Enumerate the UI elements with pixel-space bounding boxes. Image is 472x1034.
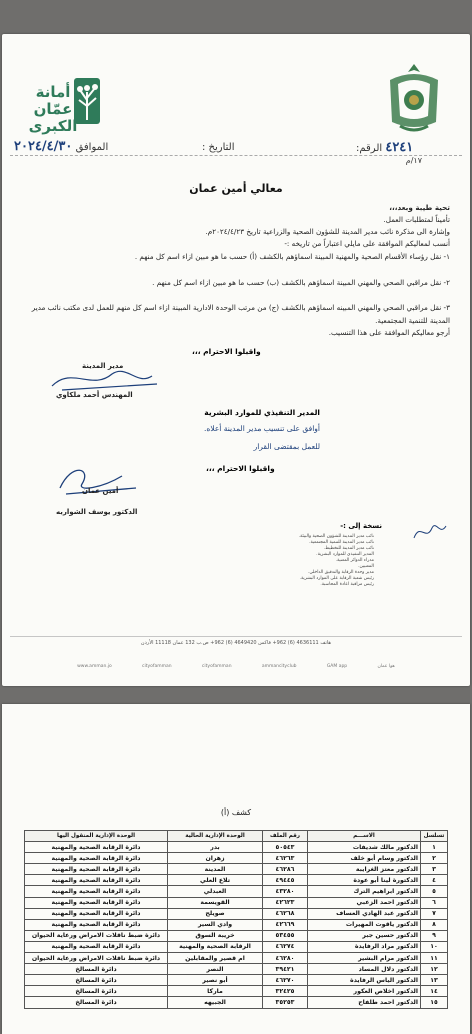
- table-row: [25, 842, 448, 853]
- cell-current-unit: الجبيهه: [168, 997, 263, 1008]
- cell-seq: ١٢: [421, 964, 448, 975]
- sig1-name: المهندس أحمد ملكاوي: [56, 391, 133, 399]
- cell-file: ٥٣٤٥٥: [263, 930, 308, 941]
- memo-page: [2, 34, 470, 686]
- footer-link: هوا عمان: [377, 664, 395, 669]
- cell-target-unit: دائرة الرقابة الصحية والمهنية: [25, 886, 168, 897]
- exec-title: المدير التنفيذي للموارد البشرية: [204, 408, 320, 417]
- cell-seq: ١٤: [421, 986, 448, 997]
- cell-target-unit: دائرة ضبط ناقلات الامراض ورعاية الحيوان: [25, 930, 168, 941]
- table-row: [25, 964, 448, 975]
- footer-link: www.amman.jo: [77, 664, 112, 669]
- cell-seq: ١: [421, 842, 448, 853]
- body-item-2: ٢- نقل مراقبي الصحي والمهني المبينة اسماؤهم بالكشف (ب) حسب ما هو مبين ازاء اسم كل منهم .: [152, 278, 450, 287]
- cell-target-unit: دائرة الرقابة الصحية والمهنية: [25, 875, 168, 886]
- cell-name: الدكتور الياس الرفايدة: [308, 975, 421, 986]
- copy-item: مدير وحدة الرقابة والتدقيق الداخلي.: [307, 570, 374, 575]
- cell-file: ٤٢٦٦٩: [263, 919, 308, 930]
- signature-1: [42, 356, 162, 396]
- body-line-1: تأميناً لمتطلبات العمل.: [383, 215, 450, 224]
- date-label: التاريخ :: [202, 142, 235, 153]
- sig2-title: أمين عمان: [82, 487, 119, 495]
- cell-current-unit: وادي السير: [168, 919, 263, 930]
- copy-item: نائب مدير المدينة للتخطيط.: [323, 546, 374, 551]
- cell-file: ٤٢٦٢٣: [263, 897, 308, 908]
- org-name: أمانة عمّان الكبرى: [28, 83, 78, 135]
- table-row: [25, 864, 448, 875]
- gam-logo: [16, 68, 106, 144]
- footer-contact: هاتف 4636111 (6) 962+ فاكس 4649420 (6) 962+ ص.ب 132 عمان 11118 الأردن: [140, 640, 332, 646]
- body-item-1: ١- نقل رؤساء الأقسام الصحية والمهنية المبينة اسماؤهم بالكشف (أ) حسب ما هو مبين ازاء اسم كل منهم .: [134, 252, 450, 261]
- cell-target-unit: دائرة الرقابة الصحية والمهنية: [25, 897, 168, 908]
- cell-target-unit: دائرة المسالخ: [25, 986, 168, 997]
- ref-value: ٤٢٤١: [385, 140, 414, 155]
- table-row: [25, 941, 448, 952]
- cell-file: ٣٩٤٢١: [263, 964, 308, 975]
- copy-list: [214, 534, 374, 588]
- cell-file: ٤٦٢٨٠: [263, 953, 308, 964]
- table-body: [25, 842, 448, 1008]
- cell-current-unit: النصر: [168, 964, 263, 975]
- cell-seq: ٦: [421, 897, 448, 908]
- table-row: [25, 886, 448, 897]
- regards-1: واقبلوا الاحترام ،،،: [192, 347, 261, 356]
- footer-link: GAM app: [326, 664, 348, 669]
- initials-signature: [410, 518, 450, 548]
- transfer-table: [24, 830, 448, 1009]
- sig2-name: الدكتور يوسف الشواربه: [56, 508, 138, 516]
- cell-file: ٤٦٢٧٠: [263, 975, 308, 986]
- header-divider: [10, 155, 462, 156]
- footer-link: cityofamman: [142, 664, 172, 669]
- table-row: [25, 986, 448, 997]
- cell-file: ٣٥٢٥٣: [263, 997, 308, 1008]
- cell-current-unit: خريبة السوق: [168, 930, 263, 941]
- memo-title: معالي أمين عمان: [189, 182, 283, 195]
- col-target-unit: الوحدة الإدارية المنقول اليها: [25, 831, 168, 842]
- royal-crest-icon: [380, 60, 448, 140]
- matching-label: الموافق: [75, 142, 109, 153]
- cell-target-unit: دائرة الرقابة الصحية والمهنية: [25, 941, 168, 952]
- cell-name: الدكتور دلال المساد: [308, 964, 421, 975]
- copy-item: رئيس شعبة الرقابة على الموارد البشرية.: [299, 576, 374, 581]
- col-name: الاســـم: [308, 831, 421, 842]
- table-row: [25, 897, 448, 908]
- cell-seq: ٨: [421, 919, 448, 930]
- footer-link: ammancityclub: [261, 664, 297, 669]
- cell-current-unit: تلاع العلي: [168, 875, 263, 886]
- table-row: [25, 975, 448, 986]
- cell-target-unit: دائرة الرقابة الصحية والمهنية: [25, 919, 168, 930]
- exec-line-2: للعمل بمقتضى القرار: [253, 442, 320, 451]
- cell-seq: ١١: [421, 953, 448, 964]
- cell-name: الدكتور احمد الزعبي: [308, 897, 421, 908]
- cell-file: ٤٦٢٦٣: [263, 853, 308, 864]
- table-header-row: [25, 831, 448, 842]
- table-row: [25, 908, 448, 919]
- cell-target-unit: دائرة الرقابة الصحية والمهنية: [25, 842, 168, 853]
- cell-current-unit: زهران: [168, 853, 263, 864]
- cell-target-unit: دائرة المسالخ: [25, 975, 168, 986]
- ref-label: الرقم:: [356, 143, 383, 154]
- footer-link: cityofamman: [201, 664, 232, 669]
- exec-line-1: أوافق على تنسيب مدير المدينة أعلاه.: [204, 424, 320, 433]
- matching-field: [14, 139, 124, 155]
- cell-name: الدكتور وسام أبو خلف: [308, 853, 421, 864]
- schedule-page: [2, 704, 470, 1034]
- cell-seq: ٩: [421, 930, 448, 941]
- cell-file: ٤٣٢٨٠: [263, 886, 308, 897]
- cell-seq: ٢: [421, 853, 448, 864]
- col-file: رقم الملف: [263, 831, 308, 842]
- footer-links: [2, 664, 470, 669]
- cell-file: ٤٩٤٤٥: [263, 875, 308, 886]
- ref-sub: ١٧/م: [405, 156, 422, 165]
- table-row: [25, 875, 448, 886]
- copy-item: المدير التنفيذي للموارد البشرية.: [316, 552, 374, 557]
- cell-name: الدكتور عبد الهادي العساف: [308, 908, 421, 919]
- cell-current-unit: الرقابة الصحية والمهنية: [168, 941, 263, 952]
- cell-target-unit: دائرة المسالخ: [25, 964, 168, 975]
- cell-target-unit: دائرة الرقابة الصحية والمهنية: [25, 864, 168, 875]
- cell-target-unit: دائرة المسالخ: [25, 997, 168, 1008]
- body-line-3: أنسب لمعاليكم الموافقة على مايلي اعتباراً من تاريخه :-: [284, 239, 450, 248]
- table-row: [25, 853, 448, 864]
- copy-item: المعنيين.: [358, 564, 374, 569]
- signature-2: [52, 458, 142, 502]
- cell-seq: ١٠: [421, 941, 448, 952]
- cell-seq: ٣: [421, 864, 448, 875]
- copy-item: مدراء الدوائر المعنية.: [335, 558, 374, 563]
- col-current-unit: الوحدة الإدارية الحالية: [168, 831, 263, 842]
- cell-target-unit: دائرة ضبط ناقلات الامراض ورعاية الحيوان: [25, 953, 168, 964]
- cell-file: ٤٦٢٦٨: [263, 908, 308, 919]
- cell-name: الدكتور احمد طلفاح: [308, 997, 421, 1008]
- cell-current-unit: بدر: [168, 842, 263, 853]
- regards-2: واقبلوا الاحترام ،،،: [206, 464, 275, 473]
- copy-label: نسخة إلى :-: [340, 522, 382, 530]
- cell-name: الدكتور معتز الغرايبة: [308, 864, 421, 875]
- copy-item: رئيس مراقبة اعادة المحاسبة.: [320, 582, 374, 587]
- cell-seq: ٤: [421, 875, 448, 886]
- body-item-3: ٣- نقل مراقبي الصحي والمهني المبينه اسماؤهم بالكشف (ج) من مرتب الوحدة الادارية المبينة ازاء اسم كل منهم للعمل لدى مكتب نائب مدير المدينة للتنمية المجتمعية.: [31, 303, 450, 325]
- body-request: أرجو معاليكم الموافقة على هذا التنسيب.: [328, 328, 450, 337]
- table-title: كشف (أ): [220, 808, 252, 817]
- ref-field: [356, 140, 446, 156]
- footer-divider: [10, 636, 462, 637]
- table-row: [25, 930, 448, 941]
- table-row: [25, 953, 448, 964]
- cell-current-unit: المدينة: [168, 864, 263, 875]
- cell-name: الدكتور مالك شديفات: [308, 842, 421, 853]
- copy-item: نائب مدير المدينة للشؤون الصحية والبيئة.: [298, 534, 374, 539]
- table-row: [25, 919, 448, 930]
- cell-current-unit: صويلح: [168, 908, 263, 919]
- cell-current-unit: أبو نصير: [168, 975, 263, 986]
- cell-name: الدكتور ياقوت المهيرات: [308, 919, 421, 930]
- body-line-2: وإشارة الى مذكرة نائب مدير المدينة للشؤون الصحية والزراعية تاريخ ٢٠٢٤/٤/٢٣م.: [205, 227, 450, 236]
- cell-name: الدكتور ابراهيم الترك: [308, 886, 421, 897]
- cell-file: ٣٢٤٢٥: [263, 986, 308, 997]
- cell-file: ٤٦٢٨٦: [263, 864, 308, 875]
- matching-value: ٢٠٢٤/٤/٣٠: [14, 139, 73, 154]
- table-row: [25, 997, 448, 1008]
- cell-target-unit: دائرة الرقابة الصحية والمهنية: [25, 908, 168, 919]
- greeting: تحية طيبة وبعد،،،: [389, 203, 450, 212]
- cell-name: الدكتورة لينا أبو عودة: [308, 875, 421, 886]
- cell-name: الدكتور مراد الرفايدة: [308, 941, 421, 952]
- cell-current-unit: العبدلي: [168, 886, 263, 897]
- sig1-title: مدير المدينة: [82, 362, 124, 370]
- cell-file: ٤٦٢٧٤: [263, 941, 308, 952]
- cell-name: الدكتور اخلاص العكور: [308, 986, 421, 997]
- cell-seq: ٧: [421, 908, 448, 919]
- cell-file: ٥٠٥٤٣: [263, 842, 308, 853]
- copy-item: نائب مدير المدينة للتنمية المجتمعية.: [309, 540, 374, 545]
- cell-current-unit: ماركا: [168, 986, 263, 997]
- cell-seq: ١٣: [421, 975, 448, 986]
- cell-current-unit: ام قصير والمقابلين: [168, 953, 263, 964]
- cell-seq: ٥: [421, 886, 448, 897]
- cell-target-unit: دائرة الرقابة الصحية والمهنية: [25, 853, 168, 864]
- cell-current-unit: القويسمة: [168, 897, 263, 908]
- cell-seq: ١٥: [421, 997, 448, 1008]
- cell-name: الدكتور حسين جبر: [308, 930, 421, 941]
- cell-name: الدكتور مرام البشير: [308, 953, 421, 964]
- col-seq: تسلسل: [421, 831, 448, 842]
